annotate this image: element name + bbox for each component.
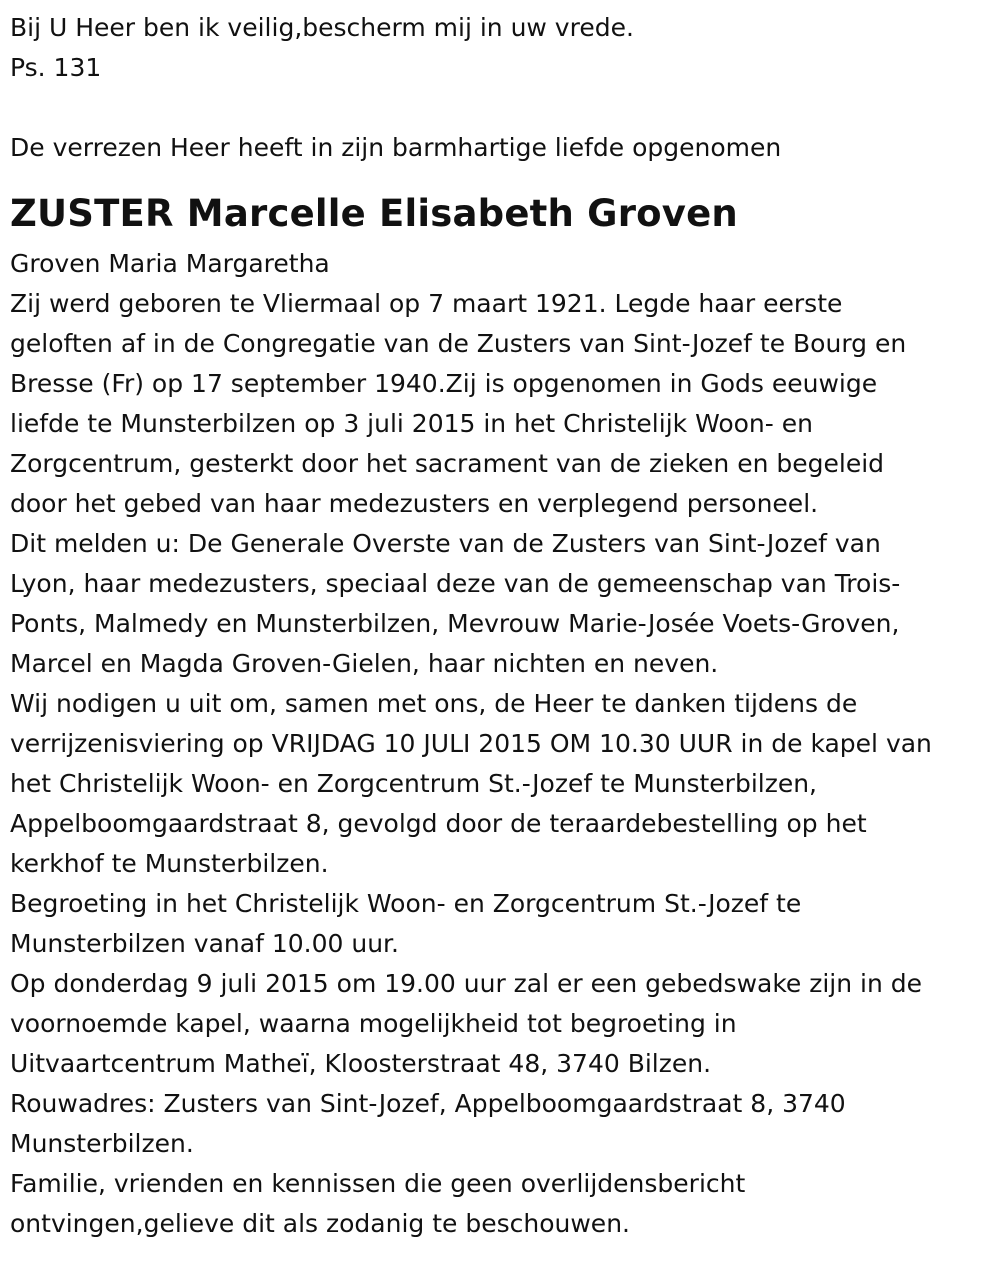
- body-line: kerkhof te Munsterbilzen.: [10, 849, 329, 878]
- body-line: Munsterbilzen.: [10, 1129, 194, 1158]
- obituary-body: [10, 284, 990, 1244]
- body-line: Rouwadres: Zusters van Sint-Jozef, Appelboomgaardstraat 8, 3740: [10, 1089, 846, 1118]
- body-line: Marcel en Magda Groven-Gielen, haar nichten en neven.: [10, 649, 719, 678]
- birth-name: Groven Maria Margaretha: [10, 249, 330, 278]
- body-line: Bresse (Fr) op 17 september 1940.Zij is opgenomen in Gods eeuwige: [10, 369, 878, 398]
- body-line: Uitvaartcentrum Matheï, Kloosterstraat 48, 3740 Bilzen.: [10, 1049, 712, 1078]
- body-line: Lyon, haar medezusters, speciaal deze van de gemeenschap van Trois-: [10, 569, 901, 598]
- body-line: Begroeting in het Christelijk Woon- en Zorgcentrum St.-Jozef te: [10, 889, 802, 918]
- spacer: [10, 88, 990, 128]
- body-line: Appelboomgaardstraat 8, gevolgd door de teraardebestelling op het: [10, 809, 867, 838]
- body-line: ontvingen,gelieve dit als zodanig te beschouwen.: [10, 1209, 630, 1238]
- body-line: liefde te Munsterbilzen op 3 juli 2015 in het Christelijk Woon- en: [10, 409, 813, 438]
- body-line: Zij werd geboren te Vliermaal op 7 maart 1921. Legde haar eerste: [10, 289, 843, 318]
- body-line: geloften af in de Congregatie van de Zusters van Sint-Jozef te Bourg en: [10, 329, 907, 358]
- body-line: Zorgcentrum, gesterkt door het sacrament van de zieken en begeleid: [10, 449, 885, 478]
- body-line: verrijzenisviering op VRIJDAG 10 JULI 2015 OM 10.30 UUR in de kapel van: [10, 729, 932, 758]
- body-line: Wij nodigen u uit om, samen met ons, de Heer te danken tijdens de: [10, 689, 858, 718]
- verse-reference: Ps. 131: [10, 53, 102, 82]
- body-line: Op donderdag 9 juli 2015 om 19.00 uur zal er een gebedswake zijn in de: [10, 969, 923, 998]
- body-line: Familie, vrienden en kennissen die geen overlijdensbericht: [10, 1169, 746, 1198]
- spacer: [10, 168, 990, 184]
- body-line: door het gebed van haar medezusters en verplegend personeel.: [10, 489, 819, 518]
- body-line: het Christelijk Woon- en Zorgcentrum St.-Jozef te Munsterbilzen,: [10, 769, 818, 798]
- deceased-name-title: ZUSTER Marcelle Elisabeth Groven: [10, 192, 738, 235]
- body-line: Ponts, Malmedy en Munsterbilzen, Mevrouw Marie-Josée Voets-Groven,: [10, 609, 900, 638]
- bible-verse: Bij U Heer ben ik veilig,bescherm mij in uw vrede.: [10, 13, 634, 42]
- body-line: voornoemde kapel, waarna mogelijkheid tot begroeting in: [10, 1009, 737, 1038]
- intro-sentence: De verrezen Heer heeft in zijn barmhartige liefde opgenomen: [10, 133, 782, 162]
- body-line: Dit melden u: De Generale Overste van de Zusters van Sint-Jozef van: [10, 529, 881, 558]
- body-line: Munsterbilzen vanaf 10.00 uur.: [10, 929, 399, 958]
